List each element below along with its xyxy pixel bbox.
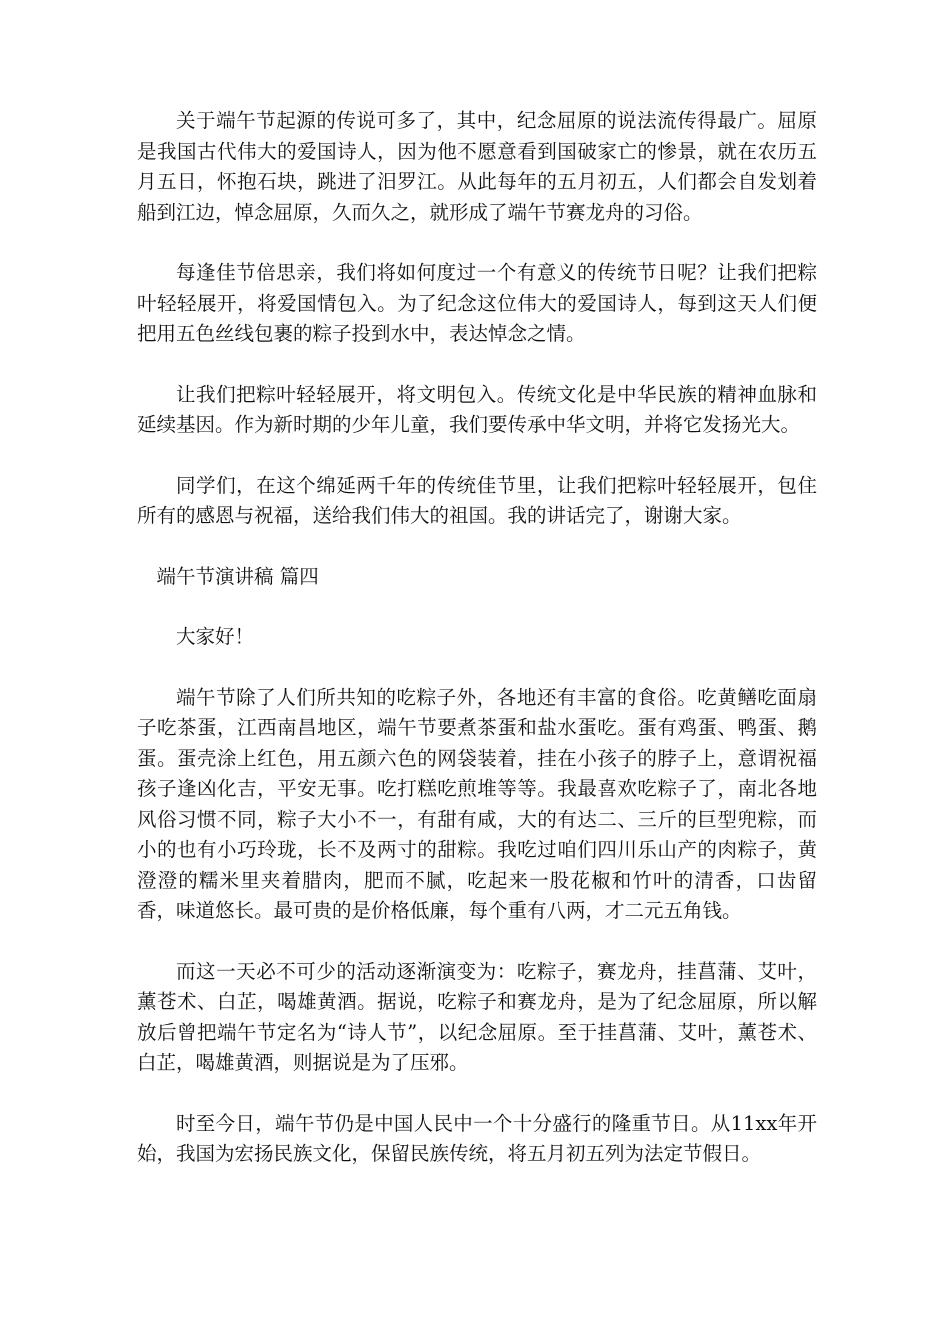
section-heading-text: 端午节演讲稿 篇四 — [156, 564, 319, 588]
paragraph-origin-legend: 关于端午节起源的传说可多了，其中，纪念屈原的说法流传得最广。屈原是我国古代伟大的爱国诗人，因为他不愿意看到国破家亡的惨景，就在农历五月五日，怀抱石块，跳进了汨罗江。从此每年的五月初五，人们都会自发划着船到江边，悼念屈原，久而久之，就形成了端午节赛龙舟的习俗。 — [137, 109, 817, 224]
paragraph-food-customs: 端午节除了人们所共知的吃粽子外，各地还有丰富的食俗。吃黄鳝吃面扇子吃茶蛋，江西南昌地区，端午节要煮茶蛋和盐水蛋吃。蛋有鸡蛋、鸭蛋、鹅蛋。蛋壳涂上红色，用五颜六色的网袋装着，挂在小孩子的脖子上，意谓祝福孩子逢凶化吉，平安无事。吃打糕吃煎堆等等。我最喜欢吃粽子了，南北各地风俗习惯不同，粽子大小不一，有甜有咸，大的有达二、三斤的巨型兜粽，而小的也有小巧玲珑，长不及两寸的甜粽。我吃过咱们四川乐山产的肉粽子，黄澄澄的糯米里夹着腊肉，肥而不腻，吃起来一股花椒和竹叶的清香，口齿留香，味道悠长。最可贵的是价格低廉，每个重有八两，才二元五角钱。 — [137, 685, 817, 922]
paragraph-holiday: 时至今日，端午节仍是中国人民中一个十分盛行的隆重节日。从11xx年开始，我国为宏扬民族文化，保留民族传统，将五月初五列为法定节假日。 — [137, 1111, 817, 1165]
paragraph-activities: 而这一天必不可少的活动逐渐演变为：吃粽子，赛龙舟，挂菖蒲、艾叶，薰苍术、白芷，喝雄黄酒。据说，吃粽子和赛龙舟，是为了纪念屈原，所以解放后曾把端午节定名为“诗人节”，以纪念屈原。至于挂菖蒲、艾叶，薰苍术、白芷，喝雄黄酒，则据说是为了压邪。 — [137, 959, 817, 1074]
paragraph-closing: 同学们，在这个绵延两千年的传统佳节里，让我们把粽叶轻轻展开，包住所有的感恩与祝福，送给我们伟大的祖国。我的讲话完了，谢谢大家。 — [137, 473, 817, 527]
paragraph-civilization: 让我们把粽叶轻轻展开，将文明包入。传统文化是中华民族的精神血脉和延续基因。作为新时期的少年儿童，我们要传承中华文明，并将它发扬光大。 — [137, 382, 817, 436]
paragraph-patriotism: 每逢佳节倍思亲，我们将如何度过一个有意义的传统节日呢？让我们把粽叶轻轻展开，将爱国情包入。为了纪念这位伟大的爱国诗人，每到这天人们便把用五色丝线包裹的粽子投到水中，表达悼念之情。 — [137, 261, 817, 345]
greeting: 大家好！ — [176, 625, 255, 648]
section-heading — [137, 562, 817, 593]
document-body — [137, 106, 817, 1200]
